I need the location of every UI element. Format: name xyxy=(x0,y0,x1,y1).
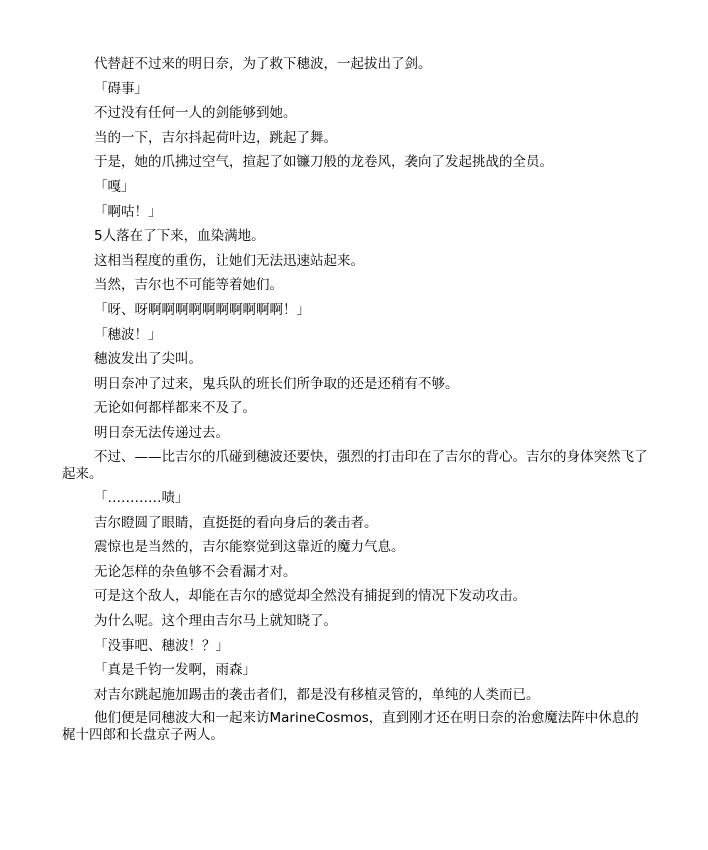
paragraph: 可是这个敌人，却能在吉尔的感觉却全然没有捕捉到的情况下发动攻击。 xyxy=(94,588,526,605)
paragraph: 「穗波！」 xyxy=(94,326,162,343)
paragraph: 当然，吉尔也不可能等着她们。 xyxy=(94,277,283,294)
paragraph: 明日奈冲了过来，鬼兵队的班长们所争取的还是还稍有不够。 xyxy=(94,375,459,392)
paragraph: 这相当程度的重伤，让她们无法迅速站起来。 xyxy=(94,252,364,269)
paragraph: 为什么呢。这个理由吉尔马上就知晓了。 xyxy=(94,613,337,630)
paragraph: 代替赶不过来的明日奈，为了救下穗波，一起拔出了剑。 xyxy=(94,56,432,72)
paragraph: 明日奈无法传递过去。 xyxy=(94,424,229,441)
paragraph: 「没事吧、穗波！？」 xyxy=(94,637,229,654)
paragraph: 当的一下，吉尔抖起荷叶边，跳起了舞。 xyxy=(94,129,337,146)
paragraph: 不过没有任何一人的剑能够到她。 xyxy=(94,105,297,122)
paragraph: 「嘎」 xyxy=(94,178,135,195)
paragraph: 吉尔瞪圆了眼睛，直挺挺的看向身后的袭击者。 xyxy=(94,514,378,531)
paragraph: 「啊咕！」 xyxy=(94,203,162,220)
paragraph: 对吉尔跳起施加踢击的袭击者们，都是没有移植灵管的，单纯的人类而已。 xyxy=(94,686,540,703)
paragraph: 「…………啧」 xyxy=(94,490,189,507)
paragraph: 5人落在了下来，血染满地。 xyxy=(94,228,265,245)
paragraph: 于是，她的爪拂过空气，揎起了如镰刀般的龙卷风，袭向了发起挑战的全员。 xyxy=(94,154,553,171)
paragraph: 无论如何都样都来不及了。 xyxy=(94,400,256,417)
document-page xyxy=(62,55,652,751)
paragraph: 「呀、呀啊啊啊啊啊啊啊啊啊啊！」 xyxy=(94,301,310,318)
paragraph: 无论怎样的杂鱼够不会看漏才对。 xyxy=(94,563,297,580)
paragraph: 「碍事」 xyxy=(94,80,148,97)
paragraph: 穗波发出了尖叫。 xyxy=(94,351,202,368)
paragraph: 「真是千钧一发啊，雨森」 xyxy=(94,662,256,679)
paragraph: 他们便是同穗波大和一起来访MarineCosmos，直到刚才还在明日奈的治愈魔法阵中休息的梶十四郎和长盘京子两人。 xyxy=(62,710,639,744)
paragraph: 震惊也是当然的，吉尔能察觉到这靠近的魔力气息。 xyxy=(94,539,405,556)
paragraph: 不过、——比吉尔的爪碰到穗波还要快，强烈的打击印在了吉尔的背心。吉尔的身体突然飞了起来。 xyxy=(62,448,648,482)
